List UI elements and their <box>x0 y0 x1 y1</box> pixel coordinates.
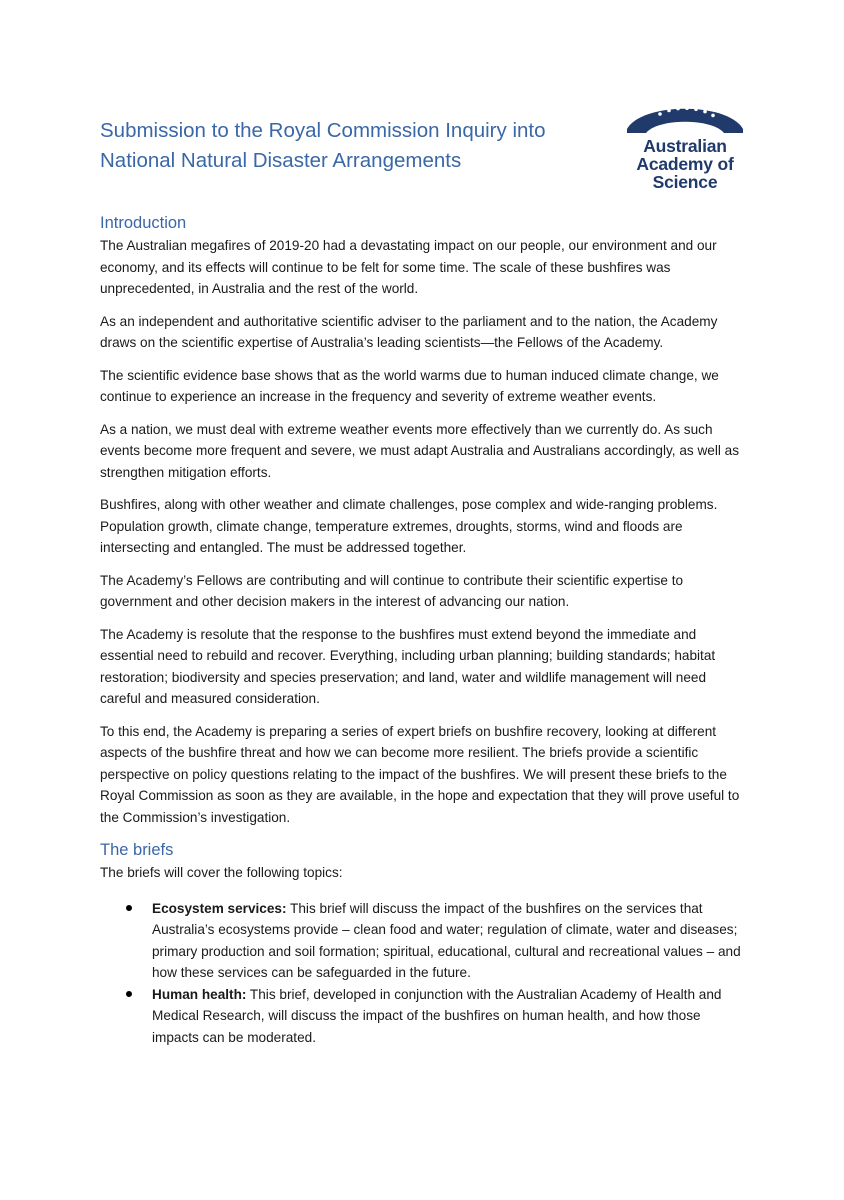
list-item-title: Human health: <box>152 986 247 1002</box>
intro-paragraph-6: The Academy’s Fellows are contributing and will continue to contribute their scientific expertise to government and other decision makers in the interest of advancing our nation. <box>100 572 684 609</box>
briefs-heading: The briefs <box>100 841 174 859</box>
intro-paragraph-5: Bushfires, along with other weather and climate challenges, pose complex and wide-ranging problems. Population growth, climate change, temperature extremes, droughts, storms, wind and floods are intersecting and entangled. The must be addressed together. <box>100 497 718 555</box>
briefs-intro: The briefs will cover the following topics: <box>100 865 343 880</box>
intro-paragraph-1: The Australian megafires of 2019-20 had a devastating impact on our people, our environment and our economy, and its effects will continue to be felt for some time. The scale of these bushfires was unprecedented, in Australia and the rest of the world. <box>100 238 717 296</box>
title-line-2: National Natural Disaster Arrangements <box>100 149 462 172</box>
list-item-text: This brief, developed in conjunction with the Australian Academy of Health and Medical Research, will discuss the impact of the bushfires on human health, and how those impacts can be moderated. <box>152 986 722 1045</box>
intro-paragraph-2: As an independent and authoritative scientific adviser to the parliament and to the nation, the Academy draws on the scientific expertise of Australia’s leading scientists—the Fellows of the Academy. <box>100 313 718 350</box>
introduction-heading: Introduction <box>100 214 187 232</box>
logo-wordmark <box>624 137 746 191</box>
title-line-1: Submission to the Royal Commission Inquiry into <box>100 119 546 142</box>
document-title <box>100 116 600 176</box>
document-body <box>100 210 748 1048</box>
dome-arch-icon <box>624 98 746 134</box>
intro-paragraph-4: As a nation, we must deal with extreme weather events more effectively than we currently do. As such events become more frequent and severe, we must adapt Australia and Australians accordingly, as well as strengthen mitigation efforts. <box>100 421 739 480</box>
logo-line-2: Academy of <box>636 154 734 174</box>
academy-logo <box>624 98 746 191</box>
intro-paragraph-3: The scientific evidence base shows that as the world warms due to human induced climate change, we continue to experience an increase in the frequency and severity of extreme weather events. <box>100 367 719 404</box>
briefs-list <box>100 898 748 1049</box>
intro-paragraph-8: To this end, the Academy is preparing a series of expert briefs on bushfire recovery, looking at different aspects of the bushfire threat and how we can become more resilient. The briefs provide a scientific perspective on policy questions relating to the impact of the bushfires. We will present these briefs to the Royal Commission as soon as they are available, in the hope and expectation that they will prove useful to the Commission’s investigation. <box>100 723 740 825</box>
list-item <box>152 984 748 1049</box>
list-item <box>152 898 748 984</box>
list-item-text: This brief will discuss the impact of the bushfires on the services that Australia’s ecosystems provide – clean food and water; regulation of climate, water and diseases; primary production and soil formation; spiritual, educational, cultural and recreational values – and how these services can be safeguarded in the future. <box>152 900 741 980</box>
bullet-icon <box>126 905 132 911</box>
logo-line-3: Science <box>652 172 718 192</box>
logo-line-1: Australian <box>643 136 727 156</box>
intro-paragraph-7: The Academy is resolute that the response to the bushfires must extend beyond the immediate and essential need to rebuild and recover. Everything, including urban planning; building standards; habitat restoration; biodiversity and species preservation; and land, water and wildlife management will need careful and measured consideration. <box>100 626 716 706</box>
list-item-title: Ecosystem services: <box>152 900 287 916</box>
bullet-icon <box>126 991 132 997</box>
